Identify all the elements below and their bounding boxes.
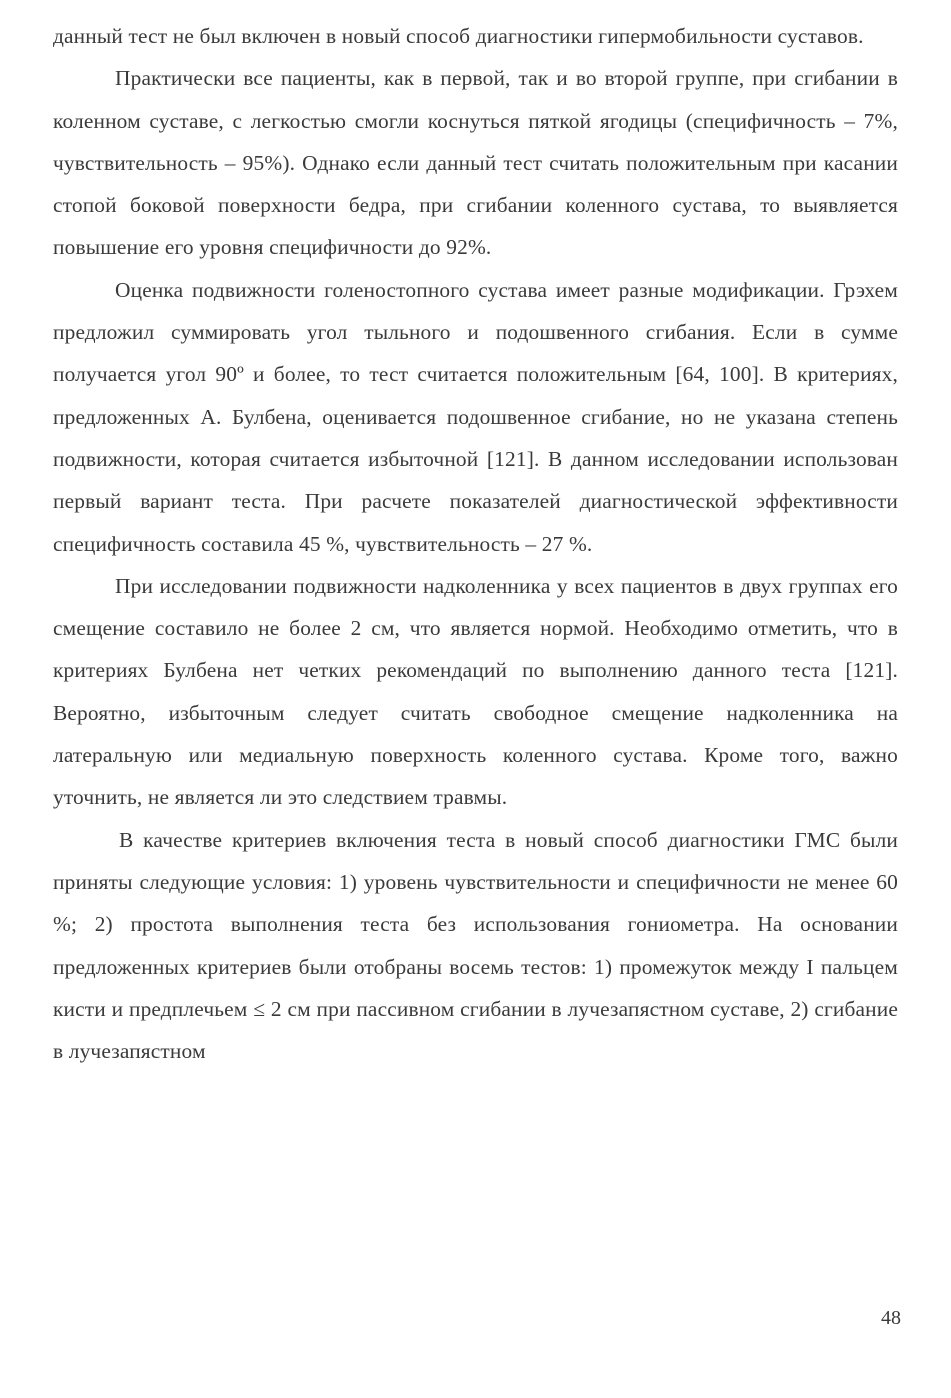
page-number: 48 <box>881 1307 901 1329</box>
document-body <box>53 15 898 1072</box>
paragraph-2: Практически все пациенты, как в первой, так и во второй группе, при сгибании в коленном суставе, с легкостью смогли коснуться пяткой ягодицы (специфичность – 7%, чувствительность – 95%). Однако если данный тест считать положительным при касании стопой боковой поверхности бедра, при сгибании коленного сустава, то выявляется повышение его уровня специфичности до 92%. <box>53 66 898 260</box>
paragraph-3: Оценка подвижности голеностопного сустава имеет разные модификации. Грэхем предложил суммировать угол тыльного и подошвенного сгибания. Если в сумме получается угол 90º и более, то тест считается положительным [64, 100]. В критериях, предложенных А. Булбена, оценивается подошвенное сгибание, но не указана степень подвижности, которая считается избыточной [121]. В данном исследовании использован первый вариант теста. При расчете показателей диагностической эффективности специфичность составила 45 %, чувствительность – 27 %. <box>53 277 898 556</box>
paragraph-1: данный тест не был включен в новый способ диагностики гипермобильности суставов. <box>53 24 864 48</box>
paragraph-4: При исследовании подвижности надколенника у всех пациентов в двух группах его смещение составило не более 2 см, что является нормой. Необходимо отметить, что в критериях Булбена нет четких рекомендаций по выполнению данного теста [121]. Вероятно, избыточным следует считать свободное смещение надколенника на латеральную или медиальную поверхность коленного сустава. Кроме того, важно уточнить, не является ли это следствием травмы. <box>53 573 898 810</box>
paragraph-5: В качестве критериев включения теста в новый способ диагностики ГМС были приняты следующие условия: 1) уровень чувствительности и специфичности не менее 60 %; 2) простота выполнения теста без использования гониометра. На основании предложенных критериев были отобраны восемь тестов: 1) промежуток между I пальцем кисти и предплечьем ≤ 2 см при пассивном сгибании в лучезапястном суставе, 2) сгибание в лучезапястном <box>53 827 898 1064</box>
